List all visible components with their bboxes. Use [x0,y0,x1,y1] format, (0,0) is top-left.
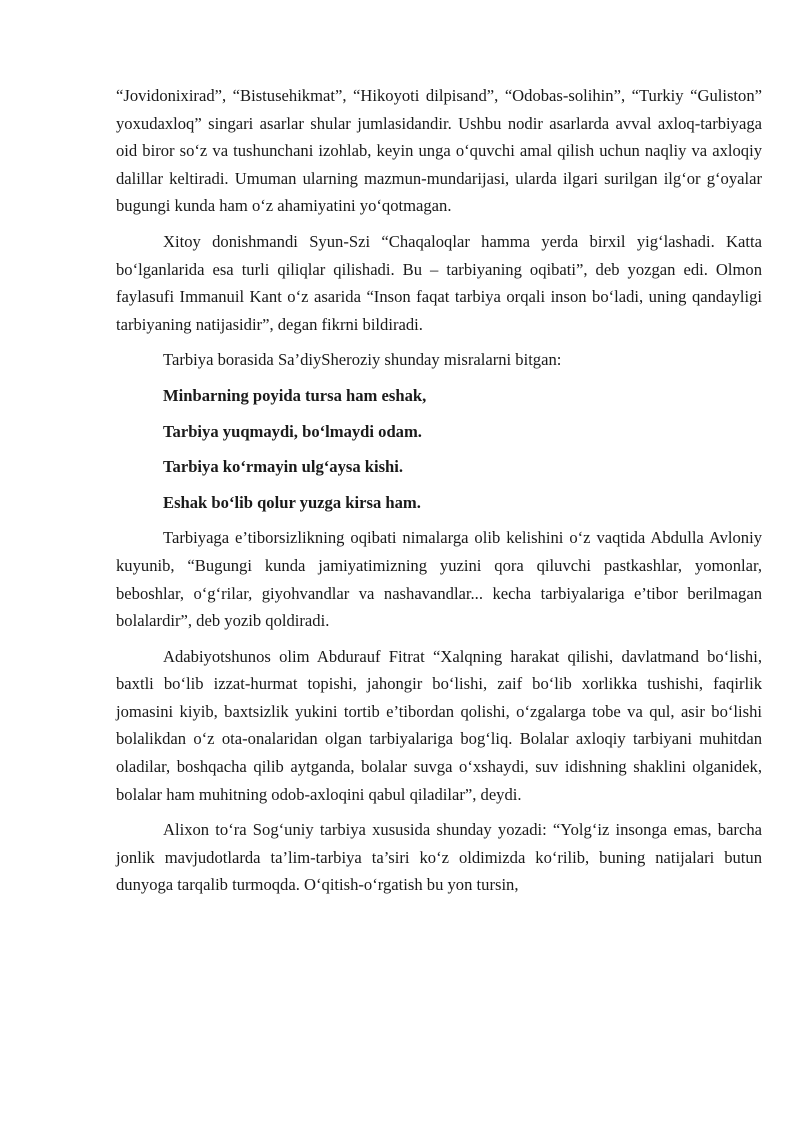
paragraph-soguniy: Alixon to‘ra Sog‘uniy tarbiya xususida shunday yozadi: “Yolg‘iz insonga emas, barcha jonlik mavjudotlarda ta’lim-tarbiya ta’siri ko‘z oldimizda ko‘rilib, buning natijalari butun dunyoga tarqalib turmoqda. O‘qitish-o‘rgatish bu yon tursin, [116,820,762,895]
document-page [116,82,762,907]
poem-line: Tarbiya yuqmaydi, bo‘lmaydi odam. [163,421,422,441]
poem-block [116,382,762,516]
paragraph-syun-szi-kant: Xitoy donishmandi Syun-Szi “Chaqaloqlar hamma yerda birxil yig‘lashadi. Katta bo‘lganlarida esa turli qiliqlar qilishadi. Bu – tarbiyaning oqibati”, deb yozgan edi. Olmon faylasufi Immanuil Kant o‘z asarida “Inson faqat tarbiya orqali inson bo‘ladi, uning qandayligi tarbiyaning natijasidir”, degan fikrni bildiradi. [116,231,762,334]
paragraph-fitrat: Adabiyotshunos olim Abdurauf Fitrat “Xalqning harakat qilishi, davlatmand bo‘lishi, baxtli bo‘lib izzat-hurmat topishi, jahongir bo‘lishi, zaif bo‘lib xorlikka tushishi, faqirlik jomasini kiyib, baxtsizlik yukini tortib e’tibordan qolishi, o‘zgalarga tobe va qul, asir bo‘lishi bolalikdan o‘z ota-onalaridan olgan tarbiyalariga bog‘liq. Bolalar axloqiy tarbiyani muhitdan oladilar, boshqacha qilib aytganda, bolalar suvga o‘xshaydi, suv idishning shaklini olganidek, bolalar ham muhitning odob-axloqini qabul qiladilar”, deydi. [116,646,762,804]
paragraph-book-list: “Jovidonixirad”, “Bistusehikmat”, “Hikoyoti dilpisand”, “Odobas-solihin”, “Turkiy “Guliston” yoxudaxloq” singari asarlar shular jumlasidandir. Ushbu nodir asarlarda avval axloq-tarbiyaga oid biror so‘z va tushunchani izohlab, keyin unga o‘quvchi amal qilish uchun naqliy va axloqiy dalillar keltiradi. Umuman ularning mazmun-mundarijasi, ularda ilgari surilgan ilg‘or g‘oyalar bugungi kunda ham o‘z ahamiyatini yo‘qotmagan. [116,86,762,216]
poem-line: Eshak bo‘lib qolur yuzga kirsa ham. [163,492,421,512]
poem-line: Tarbiya ko‘rmayin ulg‘aysa kishi. [163,457,404,477]
poem-line: Minbarning poyida tursa ham eshak, [163,385,427,405]
paragraph-avloniy: Tarbiyaga e’tiborsizlikning oqibati nimalarga olib kelishini o‘z vaqtida Abdulla Avloniy kuyunib, “Bugungi kunda jamiyatimizning yuzini qora qiluvchi pastkashlar, yomonlar, beboshlar, o‘g‘rilar, giyohvandlar va nashavandlar... kecha tarbiyalariga e’tibor berilmagan bolalardir”, deb yozib qoldiradi. [116,528,762,631]
paragraph-saadi-intro: Tarbiya borasida Sa’diySheroziy shunday misralarni bitgan: [163,350,562,370]
